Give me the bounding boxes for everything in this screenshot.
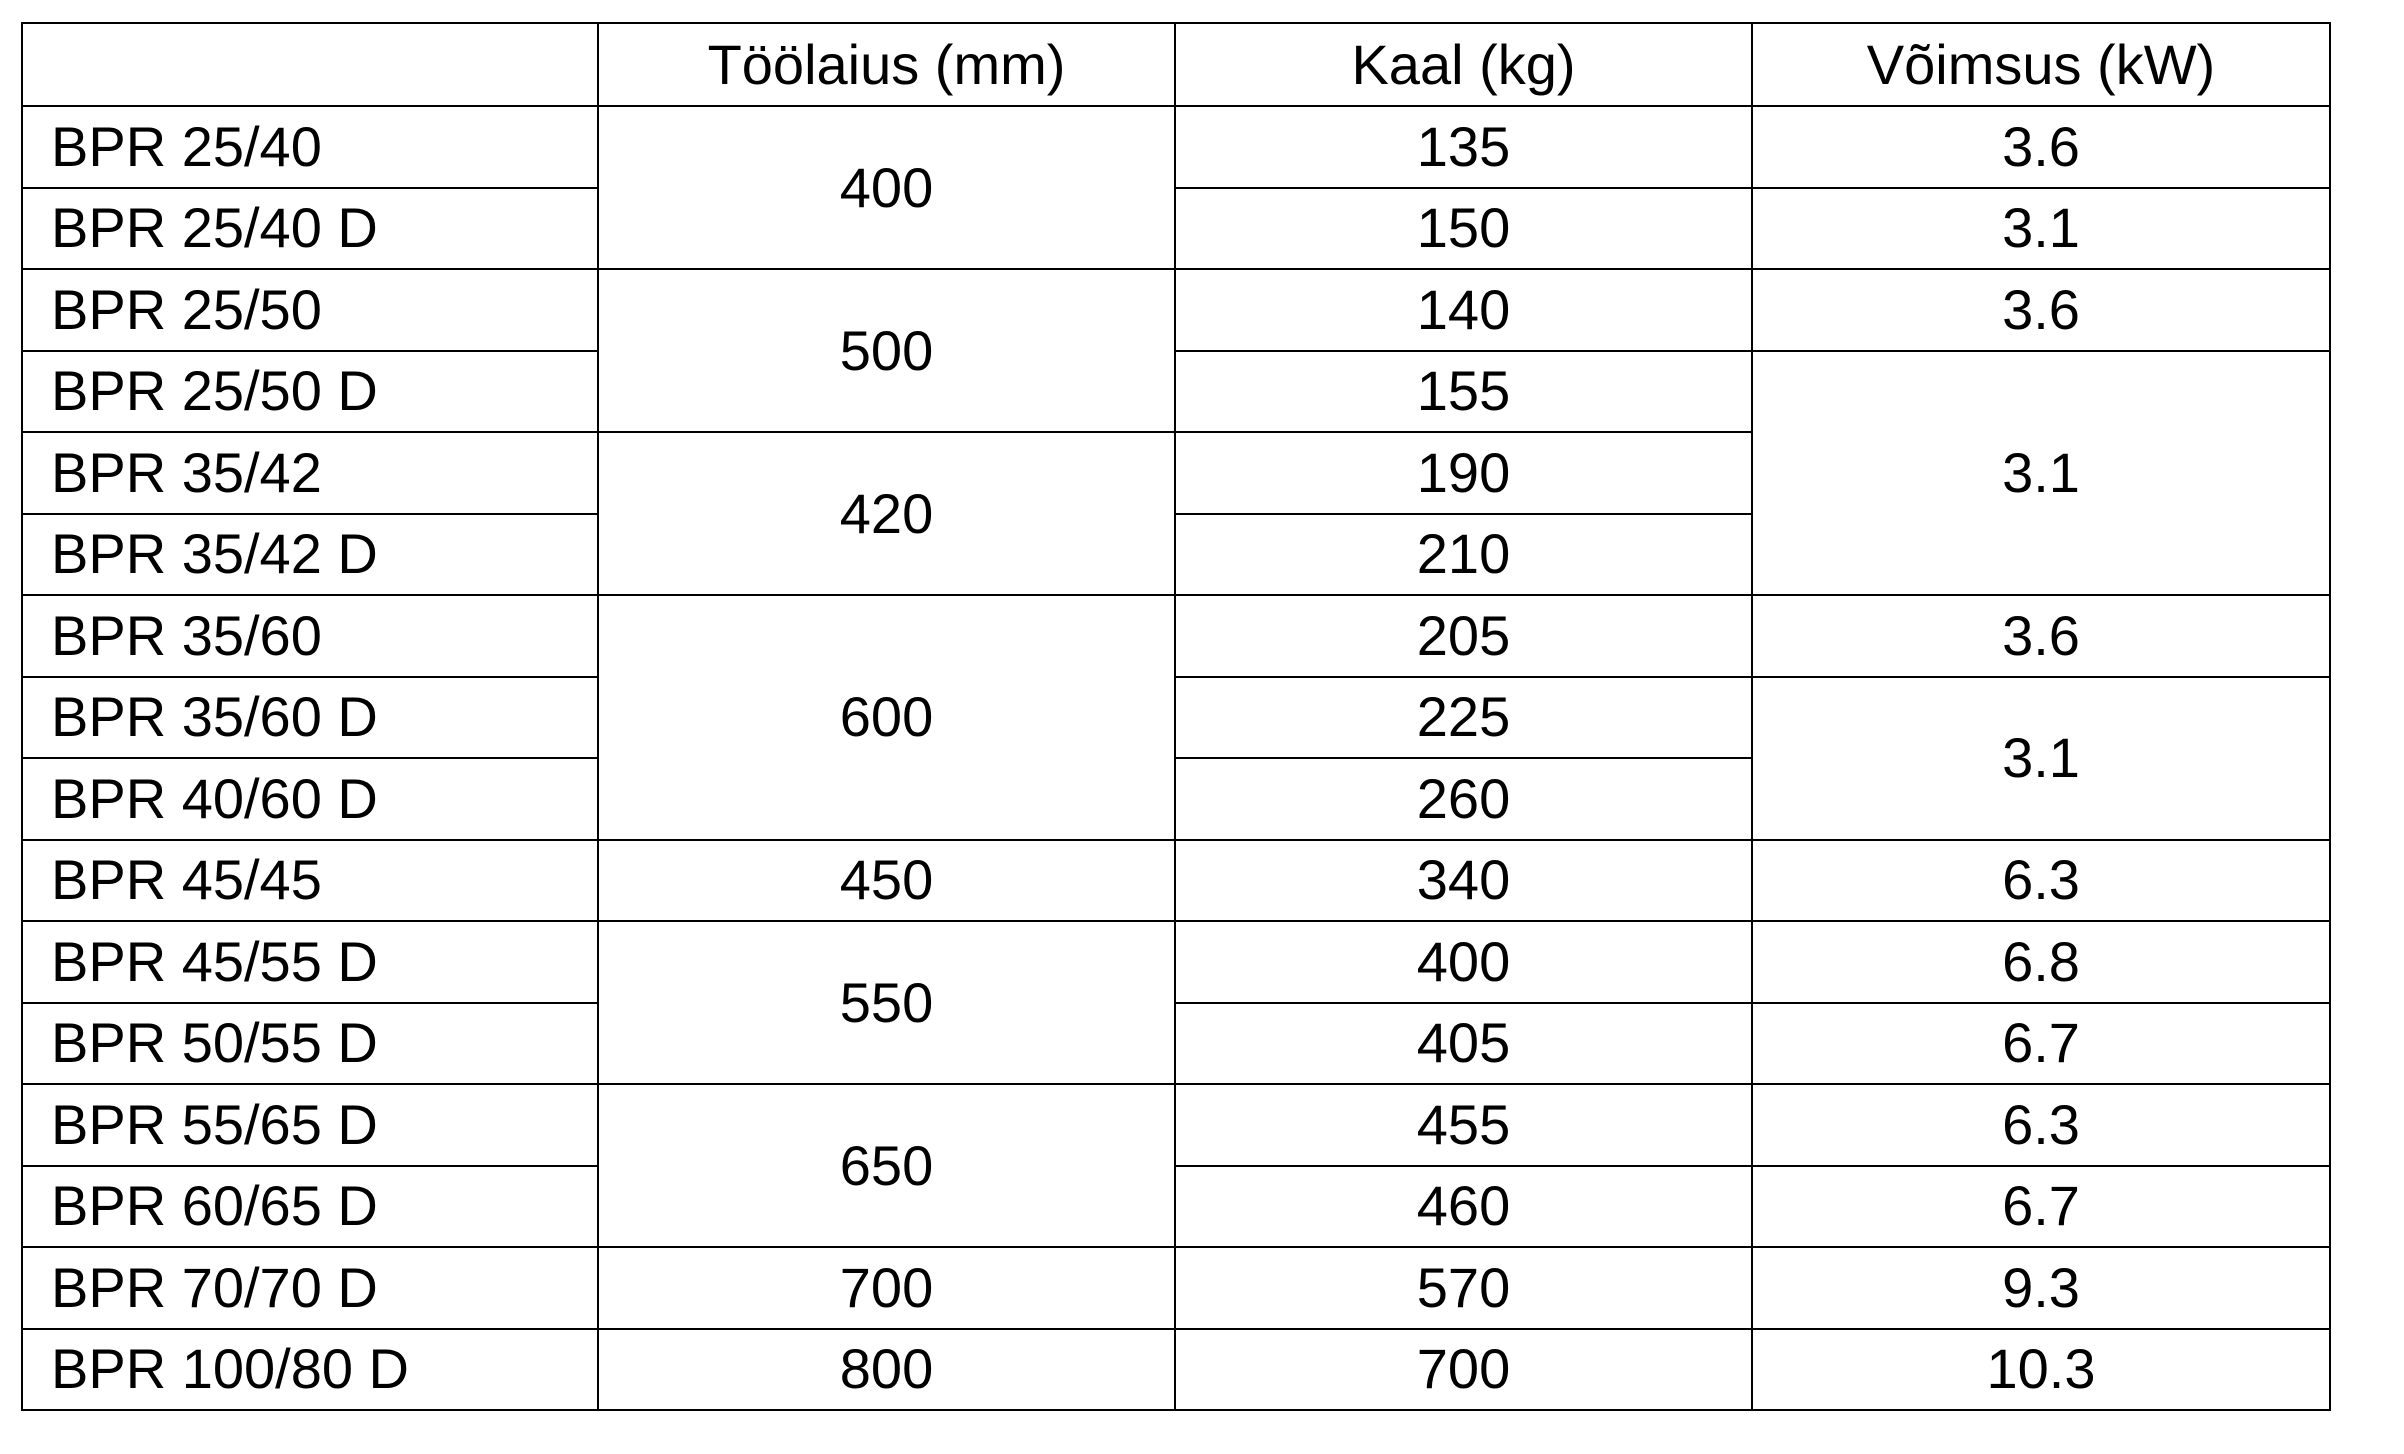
power-cell: 6.7 (1752, 1166, 2330, 1248)
weight-cell: 155 (1175, 351, 1752, 433)
working-width-cell: 400 (598, 106, 1175, 269)
power-cell: 3.1 (1752, 188, 2330, 270)
model-cell: BPR 60/65 D (22, 1166, 598, 1248)
working-width-cell: 600 (598, 595, 1175, 840)
header-row (22, 23, 2330, 106)
working-width-cell: 420 (598, 432, 1175, 595)
model-cell: BPR 25/50 (22, 269, 598, 351)
model-cell: BPR 35/42 (22, 432, 598, 514)
table-row (22, 1003, 2330, 1085)
weight-cell: 570 (1175, 1247, 1752, 1329)
power-cell: 3.6 (1752, 269, 2330, 351)
model-cell: BPR 35/60 (22, 595, 598, 677)
power-cell: 9.3 (1752, 1247, 2330, 1329)
table-row (22, 677, 2330, 759)
model-cell: BPR 40/60 D (22, 758, 598, 840)
weight-cell: 225 (1175, 677, 1752, 759)
model-cell: BPR 35/60 D (22, 677, 598, 759)
weight-cell: 400 (1175, 921, 1752, 1003)
weight-cell: 260 (1175, 758, 1752, 840)
table-row (22, 269, 2330, 351)
header-working-width: Töölaius (mm) (598, 23, 1175, 106)
table-row (22, 1329, 2330, 1411)
table-row (22, 840, 2330, 922)
power-cell: 3.1 (1752, 351, 2330, 596)
model-cell: BPR 45/45 (22, 840, 598, 922)
weight-cell: 150 (1175, 188, 1752, 270)
power-cell: 6.8 (1752, 921, 2330, 1003)
weight-cell: 340 (1175, 840, 1752, 922)
weight-cell: 460 (1175, 1166, 1752, 1248)
model-cell: BPR 70/70 D (22, 1247, 598, 1329)
working-width-cell: 550 (598, 921, 1175, 1084)
model-cell: BPR 25/40 (22, 106, 598, 188)
working-width-cell: 450 (598, 840, 1175, 922)
power-cell: 3.6 (1752, 106, 2330, 188)
model-cell: BPR 25/40 D (22, 188, 598, 270)
header-cell-empty (22, 23, 598, 106)
weight-cell: 700 (1175, 1329, 1752, 1411)
working-width-cell: 700 (598, 1247, 1175, 1329)
table-row (22, 106, 2330, 188)
power-cell: 6.7 (1752, 1003, 2330, 1085)
power-cell: 6.3 (1752, 840, 2330, 922)
model-cell: BPR 50/55 D (22, 1003, 598, 1085)
header-weight: Kaal (kg) (1175, 23, 1752, 106)
working-width-cell: 500 (598, 269, 1175, 432)
table-row (22, 1084, 2330, 1166)
working-width-cell: 800 (598, 1329, 1175, 1411)
weight-cell: 455 (1175, 1084, 1752, 1166)
model-cell: BPR 35/42 D (22, 514, 598, 596)
weight-cell: 210 (1175, 514, 1752, 596)
power-cell: 3.1 (1752, 677, 2330, 840)
power-cell: 6.3 (1752, 1084, 2330, 1166)
spec-table (21, 22, 2331, 1411)
weight-cell: 205 (1175, 595, 1752, 677)
model-cell: BPR 100/80 D (22, 1329, 598, 1411)
power-cell: 10.3 (1752, 1329, 2330, 1411)
weight-cell: 140 (1175, 269, 1752, 351)
model-cell: BPR 45/55 D (22, 921, 598, 1003)
power-cell: 3.6 (1752, 595, 2330, 677)
table-row (22, 595, 2330, 677)
header-power: Võimsus (kW) (1752, 23, 2330, 106)
table-row (22, 921, 2330, 1003)
table-row (22, 188, 2330, 270)
working-width-cell: 650 (598, 1084, 1175, 1247)
table-row (22, 351, 2330, 433)
weight-cell: 190 (1175, 432, 1752, 514)
model-cell: BPR 55/65 D (22, 1084, 598, 1166)
model-cell: BPR 25/50 D (22, 351, 598, 433)
table-row (22, 1247, 2330, 1329)
table-row (22, 1166, 2330, 1248)
weight-cell: 405 (1175, 1003, 1752, 1085)
weight-cell: 135 (1175, 106, 1752, 188)
